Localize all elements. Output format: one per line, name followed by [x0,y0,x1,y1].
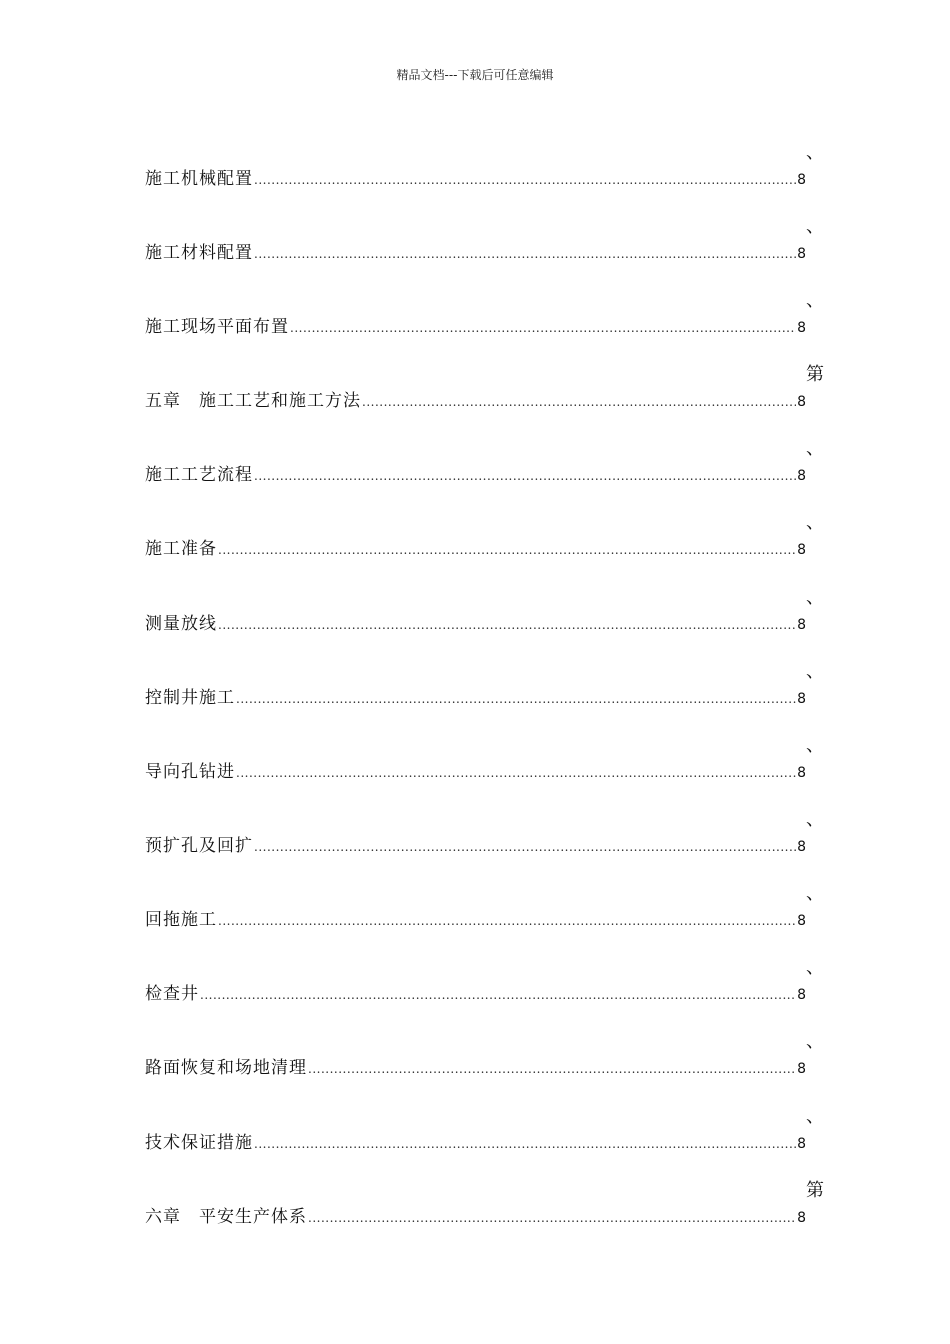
toc-entry-line[interactable] [145,314,806,340]
toc-dot-leader [254,241,796,267]
toc-entry-page[interactable]: 8 [797,1061,806,1077]
toc-entry-title[interactable]: 控制井施工 [145,688,235,708]
toc-entry-line[interactable] [145,536,806,562]
toc-entry-prefix: 、 [806,735,824,756]
toc-entry-prefix: 第 [806,364,824,385]
toc-entry-page[interactable]: 8 [797,394,806,410]
toc-entry-line[interactable] [145,833,806,859]
toc-dot-leader [362,389,796,415]
toc-entry[interactable] [0,216,950,290]
toc-entry-title[interactable]: 施工材料配置 [145,243,253,263]
toc-dot-leader [218,612,796,638]
toc-dot-leader [218,908,796,934]
page-header: 精品文档---下载后可任意编辑 [396,68,554,82]
toc-entry[interactable] [0,1106,950,1180]
toc-entry-page[interactable]: 8 [797,172,806,188]
toc-entry[interactable] [0,438,950,512]
toc-entry[interactable] [0,587,950,661]
toc-dot-leader [254,463,796,489]
toc-entry-page[interactable]: 8 [797,691,806,707]
toc-entry-line[interactable] [145,685,806,711]
toc-entry[interactable] [0,883,950,957]
toc-entry-line[interactable] [145,1130,806,1156]
toc-entry-prefix: 第 [806,1180,824,1201]
toc-entry-page[interactable]: 8 [797,1210,806,1226]
toc-entry-prefix: 、 [806,290,824,311]
toc-dot-leader [236,760,796,786]
toc-entry[interactable] [0,364,950,438]
toc-entry-line[interactable] [145,1055,806,1081]
toc-entry[interactable] [0,512,950,586]
toc-dot-leader [308,1056,796,1082]
toc-entry[interactable] [0,1180,950,1254]
toc-entry-page[interactable]: 8 [797,987,806,1003]
toc-entry-title[interactable]: 测量放线 [145,614,217,634]
toc-entry-title[interactable]: 检查井 [145,984,199,1004]
toc-dot-leader [200,982,796,1008]
toc-entry-line[interactable] [145,759,806,785]
toc-dot-leader [254,834,796,860]
toc-entry[interactable] [0,809,950,883]
toc-entry-page[interactable]: 8 [797,246,806,262]
toc-entry-title[interactable]: 五章 施工工艺和施工方法 [145,391,361,411]
toc-entry-prefix: 、 [806,216,824,237]
toc-entry-prefix: 、 [806,809,824,830]
toc-entry[interactable] [0,1031,950,1105]
toc-entry-title[interactable]: 导向孔钻进 [145,762,235,782]
toc-entry-prefix: 、 [806,512,824,533]
toc-entry-prefix: 、 [806,883,824,904]
toc-entry[interactable] [0,957,950,1031]
toc-entry-page[interactable]: 8 [797,765,806,781]
toc-entry-page[interactable]: 8 [797,468,806,484]
toc-entry-page[interactable]: 8 [797,617,806,633]
toc-dot-leader [254,1131,796,1157]
toc-entry-line[interactable] [145,240,806,266]
toc-entry-page[interactable]: 8 [797,1136,806,1152]
toc-entry-line[interactable] [145,388,806,414]
toc-entry-title[interactable]: 施工机械配置 [145,169,253,189]
toc-entry-line[interactable] [145,462,806,488]
toc-entry-line[interactable] [145,611,806,637]
toc-entry-title[interactable]: 技术保证措施 [145,1133,253,1153]
toc-entry-title[interactable]: 回拖施工 [145,910,217,930]
toc-entry-line[interactable] [145,1204,806,1230]
toc-entry-line[interactable] [145,166,806,192]
toc-entry-page[interactable]: 8 [797,320,806,336]
toc-entry-prefix: 、 [806,587,824,608]
toc-entry-prefix: 、 [806,142,824,163]
toc-entry-page[interactable]: 8 [797,913,806,929]
toc-entry[interactable] [0,661,950,735]
toc-entry-prefix: 、 [806,1031,824,1052]
toc-dot-leader [254,167,796,193]
toc-entry-title[interactable]: 施工准备 [145,539,217,559]
toc-entry-page[interactable]: 8 [797,839,806,855]
toc-entry-title[interactable]: 预扩孔及回扩 [145,836,253,856]
toc-entry[interactable] [0,735,950,809]
toc-dot-leader [236,686,796,712]
toc-entry-line[interactable] [145,981,806,1007]
toc-entry-title[interactable]: 六章 平安生产体系 [145,1207,307,1227]
toc-entry-title[interactable]: 路面恢复和场地清理 [145,1058,307,1078]
toc-entry-prefix: 、 [806,1106,824,1127]
toc-entry-prefix: 、 [806,661,824,682]
toc-entry[interactable] [0,142,950,216]
toc-dot-leader [308,1205,796,1231]
toc-entry-title[interactable]: 施工工艺流程 [145,465,253,485]
toc-entry[interactable] [0,290,950,364]
toc-dot-leader [290,315,796,341]
toc-entry-title[interactable]: 施工现场平面布置 [145,317,289,337]
toc-entry-prefix: 、 [806,957,824,978]
toc-entry-prefix: 、 [806,438,824,459]
toc-dot-leader [218,537,796,563]
toc-entry-page[interactable]: 8 [797,542,806,558]
toc-entry-line[interactable] [145,907,806,933]
